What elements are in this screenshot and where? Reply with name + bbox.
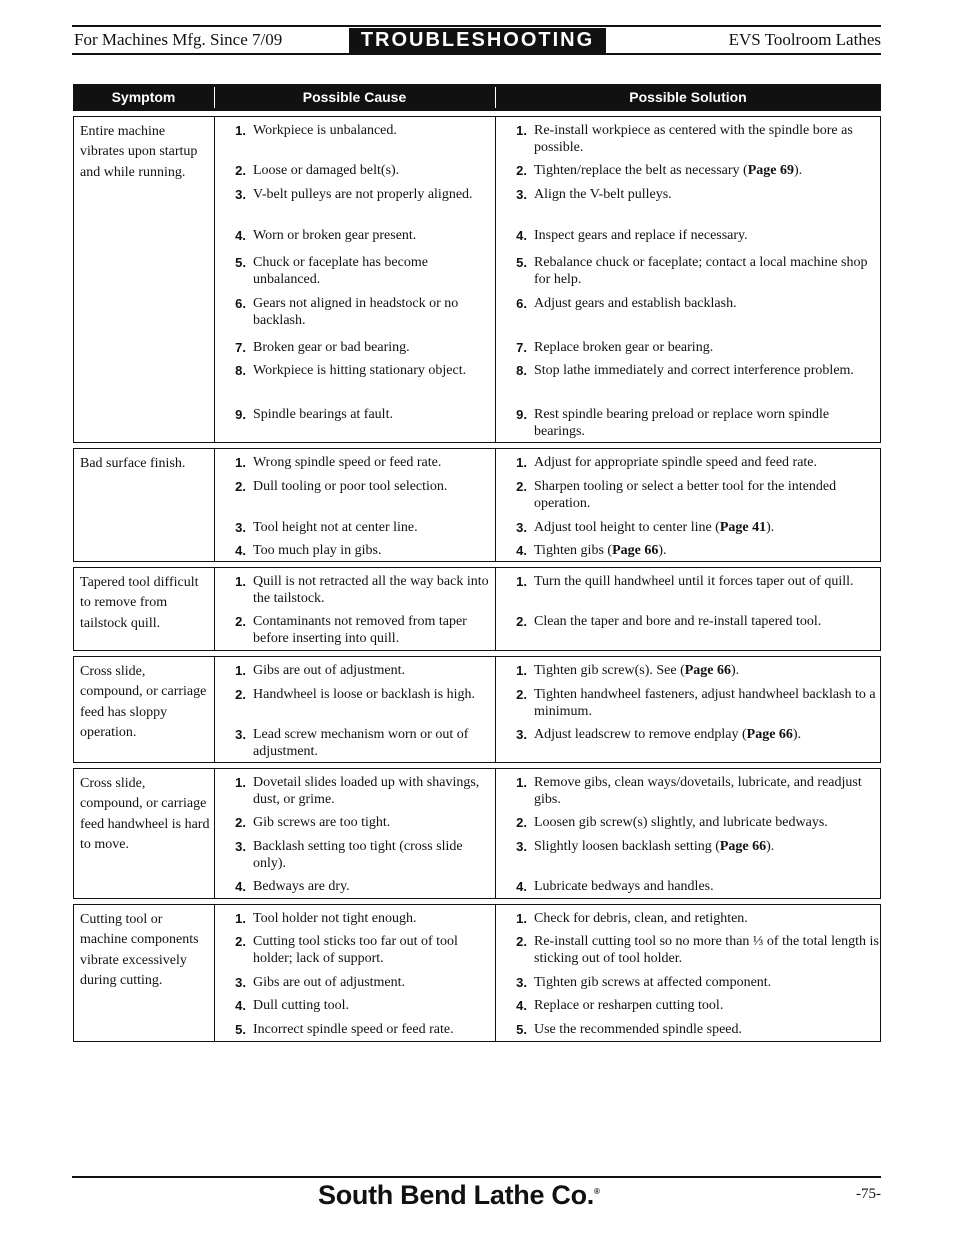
cause-text: Lead screw mechanism worn or out of adjustment. [253, 727, 469, 759]
cause-number: 3. [235, 520, 246, 535]
cause-number: 4. [235, 543, 246, 558]
solution-number: 2. [516, 163, 527, 178]
trouble-row [73, 904, 881, 1042]
cause-text: Gibs are out of adjustment. [253, 975, 406, 990]
column-header-solution: Possible Solution [629, 89, 747, 105]
cause-text: Dull cutting tool. [253, 998, 350, 1013]
solution-number: 2. [516, 934, 527, 949]
cause-text: Loose or damaged belt(s). [253, 163, 400, 178]
column-divider [214, 905, 215, 1041]
solution-number: 3. [516, 187, 527, 202]
column-divider [214, 449, 215, 561]
solution-text: Rebalance chuck or faceplate; contact a local machine shop for help. [534, 255, 868, 287]
cause-text: Backlash setting too tight (cross slide only). [253, 839, 463, 871]
solution-number: 2. [516, 687, 527, 702]
trouble-row [73, 567, 881, 651]
solution-text: Slightly loosen backlash setting (Page 66). [534, 839, 775, 854]
solution-text: Check for debris, clean, and retighten. [534, 911, 748, 926]
cause-number: 1. [235, 123, 246, 138]
cause-text: Wrong spindle speed or feed rate. [253, 455, 442, 470]
solution-text: Adjust for appropriate spindle speed and feed rate. [534, 455, 818, 470]
cause-text: Bedways are dry. [253, 879, 350, 894]
symptom-text: Cutting tool or machine components vibrate excessively during cutting. [80, 912, 199, 989]
column-divider [214, 657, 215, 762]
column-header-cause: Possible Cause [302, 89, 407, 105]
cause-number: 1. [235, 663, 246, 678]
column-divider [214, 769, 215, 898]
page-reference: Page 66 [612, 543, 659, 558]
solution-text: Adjust gears and establish backlash. [534, 296, 737, 311]
solution-number: 2. [516, 614, 527, 629]
cause-number: 7. [235, 340, 246, 355]
cause-number: 2. [235, 687, 246, 702]
symptom-text: Bad surface finish. [80, 456, 186, 471]
cause-text: Quill is not retracted all the way back into the tailstock. [253, 574, 489, 606]
cause-text: Dull tooling or poor tool selection. [253, 479, 448, 494]
solution-number: 1. [516, 775, 527, 790]
solution-number: 1. [516, 123, 527, 138]
solution-number: 3. [516, 520, 527, 535]
page-reference: Page 66 [684, 663, 732, 678]
solution-text: Tighten handwheel fasteners, adjust handwheel backlash to a minimum. [534, 687, 876, 719]
column-divider [495, 568, 496, 650]
solution-text: Adjust tool height to center line (Page 41). [534, 520, 775, 535]
cause-text: Workpiece is unbalanced. [253, 123, 397, 138]
cause-text: Cutting tool sticks too far out of tool holder; lack of support. [253, 934, 458, 966]
cause-number: 1. [235, 455, 246, 470]
cause-number: 5. [235, 255, 246, 270]
solution-number: 3. [516, 975, 527, 990]
solution-text: Loosen gib screw(s) slightly, and lubricate bedways. [534, 815, 828, 830]
header-machine-date: For Machines Mfg. Since 7/09 [74, 30, 283, 49]
solution-text: Tighten gib screws at affected component. [534, 975, 772, 990]
cause-number: 1. [235, 911, 246, 926]
header-product-line: EVS Toolroom Lathes [728, 30, 881, 49]
solution-text: Inspect gears and replace if necessary. [534, 228, 748, 243]
cause-text: Spindle bearings at fault. [253, 407, 393, 422]
solution-number: 7. [516, 340, 527, 355]
cause-number: 1. [235, 574, 246, 589]
cause-number: 3. [235, 839, 246, 854]
column-divider [495, 117, 496, 442]
solution-number: 3. [516, 727, 527, 742]
header-top-rule [72, 25, 881, 27]
cause-number: 4. [235, 228, 246, 243]
cause-text: Worn or broken gear present. [253, 228, 417, 243]
solution-text: Clean the taper and bore and re-install tapered tool. [534, 614, 822, 629]
solution-text: Adjust leadscrew to remove endplay (Page 66). [534, 727, 802, 742]
solution-text: Sharpen tooling or select a better tool for the intended operation. [534, 479, 837, 511]
page-reference: Page 41 [719, 520, 767, 535]
solution-text: Tighten gibs (Page 66). [534, 543, 667, 558]
solution-number: 2. [516, 479, 527, 494]
cause-number: 8. [235, 363, 246, 378]
solution-number: 8. [516, 363, 527, 378]
solution-number: 5. [516, 1022, 527, 1037]
registered-mark: ® [593, 1187, 600, 1196]
cause-number: 9. [235, 407, 246, 422]
cause-number: 3. [235, 187, 246, 202]
trouble-row [73, 656, 881, 763]
solution-number: 1. [516, 663, 527, 678]
trouble-row [73, 116, 881, 443]
table-header [73, 84, 881, 111]
cause-text: Gears not aligned in headstock or no backlash. [253, 296, 459, 328]
column-header-symptom: Symptom [111, 89, 176, 105]
footer-rule [72, 1176, 881, 1178]
solution-number: 2. [516, 815, 527, 830]
solution-number: 1. [516, 911, 527, 926]
cause-number: 4. [235, 879, 246, 894]
cause-number: 2. [235, 815, 246, 830]
cause-text: Handwheel is loose or backlash is high. [253, 687, 476, 702]
solution-text: Remove gibs, clean ways/dovetails, lubricate, and readjust gibs. [534, 775, 862, 807]
cause-text: Tool height not at center line. [253, 520, 418, 535]
solution-text: Align the V-belt pulleys. [534, 187, 672, 202]
column-divider [495, 657, 496, 762]
column-divider [214, 117, 215, 442]
solution-number: 4. [516, 998, 527, 1013]
column-divider [495, 905, 496, 1041]
solution-number: 5. [516, 255, 527, 270]
cause-text: Workpiece is hitting stationary object. [253, 363, 467, 378]
solution-number: 1. [516, 455, 527, 470]
brand-logo-text: South Bend Lathe Co. [318, 1180, 594, 1210]
cause-number: 5. [235, 1022, 246, 1037]
cause-text: Tool holder not tight enough. [253, 911, 417, 926]
solution-text: Tighten/replace the belt as necessary (Page 69). [534, 163, 803, 178]
cause-number: 3. [235, 727, 246, 742]
page-reference: Page 66 [719, 839, 767, 854]
cause-number: 2. [235, 934, 246, 949]
solution-text: Tighten gib screw(s). See (Page 66). [534, 663, 740, 678]
solution-number: 4. [516, 228, 527, 243]
symptom-text: Entire machine vibrates upon startup and while running. [80, 124, 198, 180]
trouble-row [73, 768, 881, 899]
brand-logo [318, 1180, 600, 1211]
cause-number: 2. [235, 479, 246, 494]
cause-number: 4. [235, 998, 246, 1013]
cause-text: Dovetail slides loaded up with shavings, dust, or grime. [253, 775, 480, 807]
cause-text: Broken gear or bad bearing. [253, 340, 410, 355]
cause-text: Gibs are out of adjustment. [253, 663, 406, 678]
solution-text: Use the recommended spindle speed. [534, 1022, 742, 1037]
symptom-text: Cross slide, compound, or carriage feed has sloppy operation. [80, 664, 207, 741]
symptom-text: Tapered tool difficult to remove from tailstock quill. [80, 575, 199, 631]
solution-number: 9. [516, 407, 527, 422]
solution-number: 4. [516, 879, 527, 894]
solution-number: 3. [516, 839, 527, 854]
cause-text: V-belt pulleys are not properly aligned. [253, 187, 473, 202]
page-number: -75- [856, 1186, 881, 1202]
cause-number: 3. [235, 975, 246, 990]
solution-text: Rest spindle bearing preload or replace worn spindle bearings. [534, 407, 830, 439]
solution-text: Re-install workpiece as centered with the spindle bore as possible. [534, 123, 853, 155]
cause-text: Incorrect spindle speed or feed rate. [253, 1022, 454, 1037]
solution-text: Re-install cutting tool so no more than ⅓ of the total length is sticking out of tool holder. [534, 934, 879, 966]
solution-number: 1. [516, 574, 527, 589]
cause-number: 6. [235, 296, 246, 311]
page-reference: Page 69 [747, 163, 794, 178]
page-reference: Page 66 [746, 727, 793, 742]
cause-text: Too much play in gibs. [253, 543, 382, 558]
solution-number: 6. [516, 296, 527, 311]
solution-text: Replace broken gear or bearing. [534, 340, 714, 355]
solution-text: Turn the quill handwheel until it forces taper out of quill. [534, 574, 854, 589]
cause-number: 2. [235, 614, 246, 629]
cause-number: 2. [235, 163, 246, 178]
trouble-row [73, 448, 881, 562]
header-bottom-rule [72, 53, 881, 55]
column-divider [495, 449, 496, 561]
solution-text: Replace or resharpen cutting tool. [534, 998, 724, 1013]
section-title: TROUBLESHOOTING [349, 28, 606, 53]
column-divider [214, 568, 215, 650]
cause-text: Contaminants not removed from taper before inserting into quill. [253, 614, 467, 646]
cause-text: Gib screws are too tight. [253, 815, 391, 830]
cause-number: 1. [235, 775, 246, 790]
solution-text: Stop lathe immediately and correct interference problem. [534, 363, 854, 378]
column-divider [495, 769, 496, 898]
symptom-text: Cross slide, compound, or carriage feed handwheel is hard to move. [80, 776, 210, 853]
cause-text: Chuck or faceplate has become unbalanced. [253, 255, 428, 287]
solution-number: 4. [516, 543, 527, 558]
solution-text: Lubricate bedways and handles. [534, 879, 714, 894]
